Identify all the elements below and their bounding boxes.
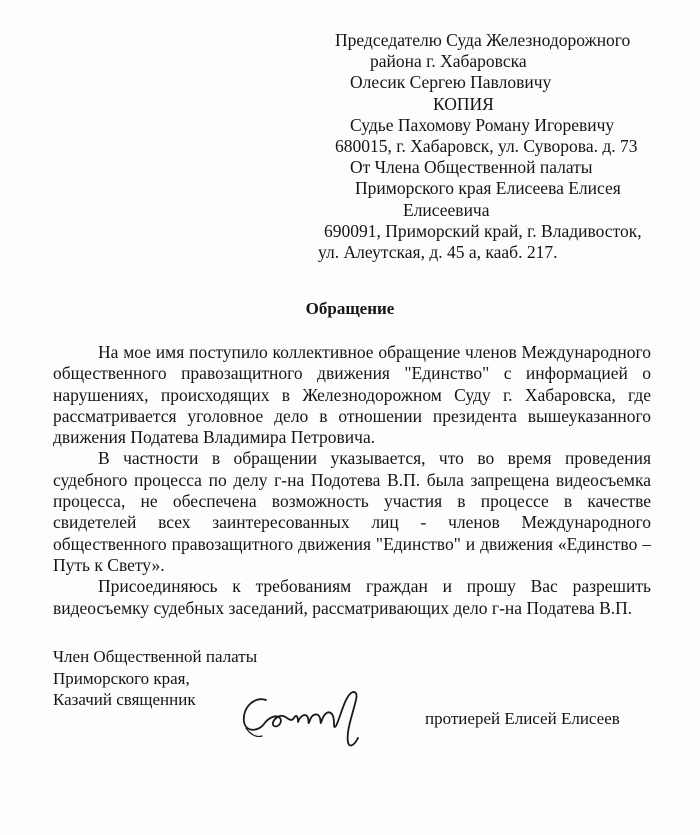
addressee-line: От Члена Общественной палаты	[350, 157, 593, 178]
addressee-line: 680015, г. Хабаровск, ул. Суворова. д. 73	[335, 136, 638, 157]
signer-name: протиерей Елисей Елисеев	[425, 709, 620, 728]
signature-position-line: Казачий священник	[53, 690, 196, 709]
signature-position-line: Член Общественной палаты	[53, 647, 258, 666]
addressee-line: района г. Хабаровска	[370, 51, 527, 72]
addressee-line: 690091, Приморский край, г. Владивосток,	[324, 220, 642, 241]
addressee-line: Елисеевича	[403, 199, 490, 220]
document-body	[53, 342, 651, 619]
addressee-line: Приморского края Елисеева Елисея	[355, 178, 621, 199]
handwritten-signature-icon	[236, 678, 386, 750]
body-paragraph: Присоединяюсь к требованиям граждан и прошу Вас разрешить видеосъемку судебных заседаний, рассматривающих дело г-на Податева В.П.	[53, 576, 651, 618]
body-paragraph: В частности в обращении указывается, что во время проведения судебного процесса по делу г-на Подотева В.П. была запрещена видеосъемка процесса, не обеспечена возможность участия в процессе в качестве свидетелей всех заинтересованных лиц - членов Международного общественного правозащитного движения "Единство" и движения «Единство – Путь к Свету».	[53, 448, 651, 575]
body-paragraph: На мое имя поступило коллективное обращение членов Международного общественного правозащитного движения "Единство" с информацией о нарушениях, происходящих в Железнодорожном Суду г. Хабаровска, где рассматривается уголовное дело в отношении президента вышеуказанного движения Податева Владимира Петровича.	[53, 342, 651, 448]
signature-position	[53, 646, 257, 711]
addressee-line: Олесик Сергею Павловичу	[350, 72, 552, 93]
addressee-block	[300, 30, 670, 263]
document-title: Обращение	[305, 299, 395, 318]
signature-position-line: Приморского края,	[53, 668, 190, 688]
addressee-copy-mark: КОПИЯ	[433, 93, 494, 114]
addressee-line: Председателю Суда Железнодорожного	[335, 30, 631, 50]
addressee-line: Судье Пахомову Роману Игоревичу	[350, 114, 615, 135]
addressee-line: ул. Алеутская, д. 45 а, кааб. 217.	[318, 242, 558, 263]
